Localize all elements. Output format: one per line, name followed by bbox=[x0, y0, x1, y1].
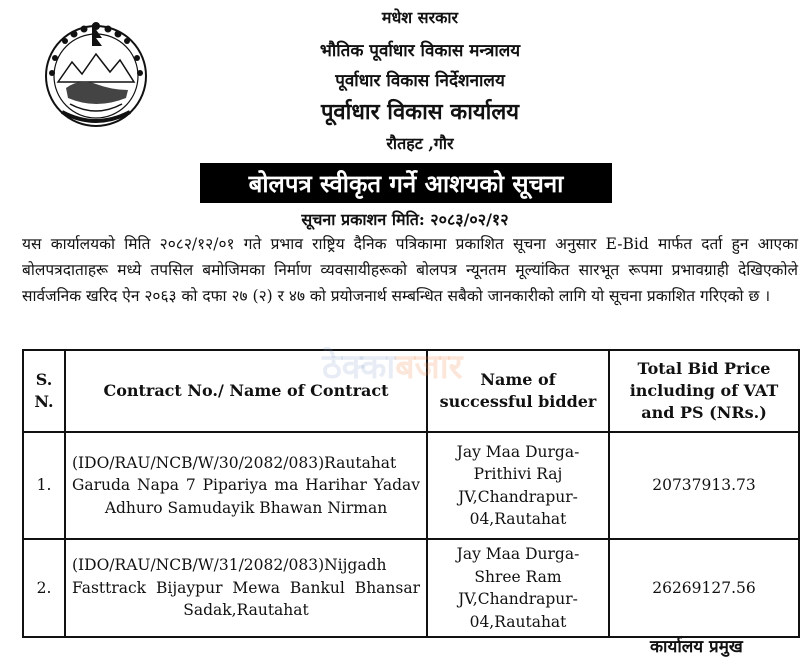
header-bidder: Name of successful bidder bbox=[427, 350, 609, 432]
table-row bbox=[23, 432, 799, 539]
notice-title-banner: बोलपत्र स्वीकृत गर्ने आशयको सूचना bbox=[200, 163, 612, 203]
row-contract: (IDO/RAU/NCB/W/30/2082/083)Rautahat Garuda Napa 7 Pipariya ma Harihar Yadav Adhuro Samudayik Bhawan Nirman bbox=[65, 432, 427, 539]
header-price: Total Bid Price including of VAT and PS (NRs.) bbox=[609, 350, 799, 432]
row-sn: 2. bbox=[23, 539, 65, 637]
row-bidder: Jay Maa Durga-Shree Ram JV,Chandrapur-04,Rautahat bbox=[427, 539, 609, 637]
notice-body: यस कार्यालयको मिति २०८२/१२/०१ गते प्रभाव राष्ट्रिय दैनिक पत्रिकामा प्रकाशित सूचना अनुसार E-Bid मार्फत दर्ता हुन आएका बोलपत्रदाताहरू मध्ये तपसिल बमोजिमका निर्माण व्यवसायीहरूको बोलपत्र न्यूनतम मूल्यांकित सारभूत रूपमा प्रभावग्राही देखिएकोले सार्वजनिक खरिद ऐन २०६३ को दफा २७ (२) र ४७ को प्रयोजनार्थ सम्बन्धित सबैको जानकारीको लागि यो सूचना प्रकाशित गरिएको छ । bbox=[22, 235, 798, 305]
row-sn: 1. bbox=[23, 432, 65, 539]
table-header-row bbox=[23, 350, 799, 432]
watermark-part-1: ठेक्का bbox=[322, 347, 396, 387]
ministry-heading: भौतिक पूर्वाधार विकास मन्त्रालय bbox=[319, 41, 521, 61]
row-contract: (IDO/RAU/NCB/W/31/2082/083)Nijgadh Fasttrack Bijaypur Mewa Bankul Bhansar Sadak,Rautahat bbox=[65, 539, 427, 637]
watermark-part-2: बजार bbox=[395, 347, 463, 387]
header-sn: S. N. bbox=[23, 350, 65, 432]
row-price: 26269127.56 bbox=[609, 539, 799, 637]
row-price: 20737913.73 bbox=[609, 432, 799, 539]
signatory: कार्यालय प्रमुख bbox=[650, 637, 743, 657]
government-heading: मधेश सरकार bbox=[381, 8, 459, 27]
publication-date: सूचना प्रकाशन मिति: २०८३/०२/१२ bbox=[301, 210, 509, 229]
table-row bbox=[23, 539, 799, 637]
location-heading: रौतहट ,गौर bbox=[386, 134, 454, 153]
bid-result-table bbox=[22, 349, 800, 638]
directorate-heading: पूर्वाधार विकास निर्देशनालय bbox=[335, 71, 505, 91]
row-bidder: Jay Maa Durga-Prithivi Raj JV,Chandrapur-04,Rautahat bbox=[427, 432, 609, 539]
office-heading: पूर्वाधार विकास कार्यालय bbox=[320, 99, 520, 125]
government-emblem-icon bbox=[40, 18, 152, 130]
header-contract: Contract No./ Name of Contract bbox=[65, 350, 427, 432]
